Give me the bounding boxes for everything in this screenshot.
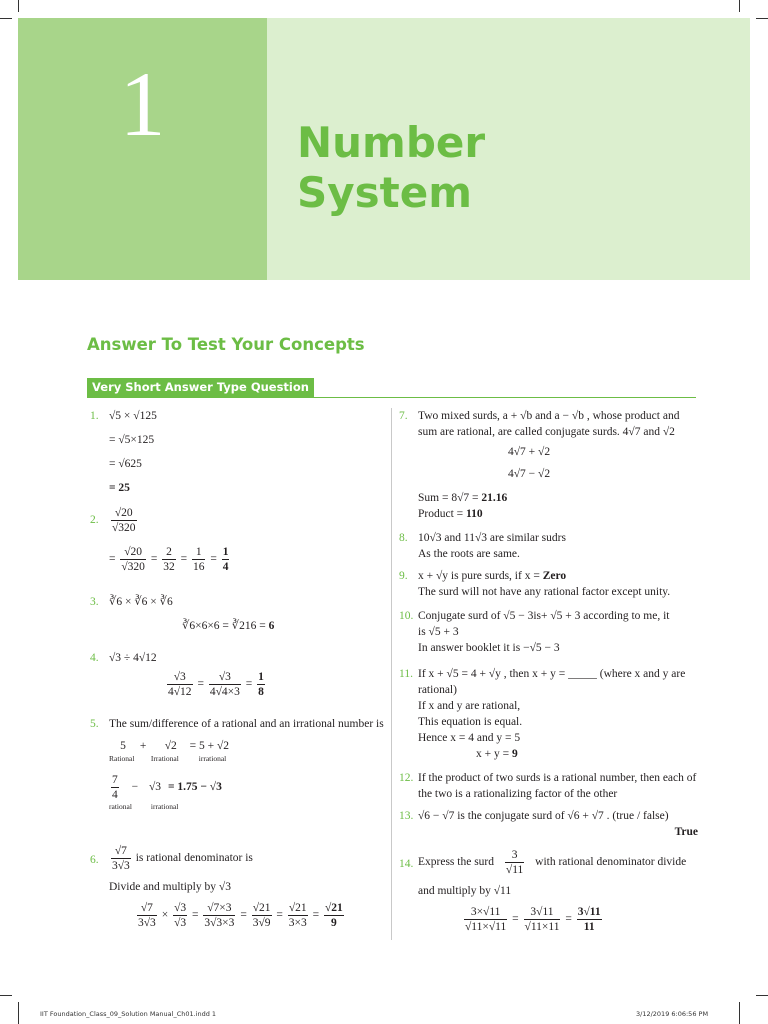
q13-text: √6 − √7 is the conjugate surd of √6 + √7 . (true / false) [418, 810, 669, 822]
fraction [252, 901, 272, 930]
footer-filename: IIT Foundation_Class_09_Solution Manual_Ch01.indd 1 [40, 1010, 217, 1018]
question-10 [399, 608, 698, 666]
question-8 [399, 530, 698, 568]
question-9 [399, 568, 698, 608]
crop-mark [756, 18, 768, 19]
denominator: 3×3 [288, 917, 307, 929]
denominator: √11×11 [524, 921, 560, 933]
denominator: 4√12 [168, 686, 192, 698]
numerator: √7 [111, 844, 131, 859]
q9-expression: x + √y is pure surds, if x = [418, 570, 543, 582]
equals: = [565, 913, 572, 926]
fraction [111, 506, 137, 535]
q13-answer: True [674, 826, 698, 838]
q14-line: and multiply by √11 [418, 885, 512, 897]
denominator: √11×√11 [465, 921, 507, 933]
right-column [399, 408, 698, 934]
operator: + [139, 740, 147, 752]
q2-line [109, 506, 386, 535]
crop-mark [0, 18, 12, 19]
q14-text: with rational denominator divide [535, 856, 687, 869]
numerator: 3 [505, 848, 524, 863]
denominator: 4 [112, 789, 118, 801]
numerator: 1 [192, 545, 206, 560]
equals: = [150, 553, 158, 566]
denominator: √320 [121, 561, 145, 573]
q7-text: Two mixed surds, a + √b and a − √b , whose product and sum are rational, are called conjugate surds. 4√7 and √2 [418, 410, 680, 438]
question-number: 7. [399, 410, 408, 422]
fraction [167, 670, 193, 699]
subheading: Very Short Answer Type Question [87, 378, 314, 397]
left-column [90, 408, 386, 930]
q1-line: √5 × √125 [109, 410, 157, 422]
question-13 [399, 808, 698, 848]
sum-value: 21.16 [481, 492, 508, 504]
numerator: √3 [167, 670, 193, 685]
question-number: 14. [399, 858, 414, 870]
q7-line: 4√7 + √2 [508, 446, 551, 458]
equals: = [512, 913, 519, 926]
chapter-title-line1: Number [297, 118, 486, 167]
q1-answer: = 25 [109, 482, 130, 494]
question-number: 11. [399, 668, 413, 680]
q10-line: is √5 + 3 [418, 626, 459, 638]
equals: = [312, 909, 320, 922]
numerator: 7 [112, 774, 118, 786]
q3-answer: 6 [268, 620, 275, 632]
numerator: 3×√11 [464, 905, 507, 920]
q8-line: 10√3 and 11√3 are similar sudrs [418, 532, 566, 544]
question-number: 13. [399, 810, 414, 822]
question-11 [399, 666, 698, 770]
q5-labels [109, 754, 386, 763]
q11-line: If x and y are rational, [418, 700, 521, 712]
q11-line: Hence x = 4 and y = 5 [418, 732, 521, 744]
question-2 [90, 506, 386, 594]
question-3 [90, 594, 386, 650]
question-number: 5. [90, 718, 99, 730]
fraction [288, 901, 308, 930]
q1-line: = √625 [109, 458, 142, 470]
equals: = [210, 553, 217, 566]
fraction [524, 905, 561, 934]
q8-line: As the roots are same. [418, 548, 520, 560]
question-number: 6. [90, 854, 99, 866]
numerator: 1 [222, 546, 229, 558]
operator: − [131, 781, 139, 794]
question-number: 1. [90, 410, 99, 422]
q1-line: = √5×125 [109, 434, 155, 446]
q7-product [418, 506, 698, 522]
numerator: √21 [288, 902, 307, 914]
q9-line: The surd will not have any rational factor except unity. [418, 586, 671, 598]
fraction [111, 773, 119, 802]
equals: = [109, 553, 116, 566]
fraction-answer [222, 545, 230, 574]
numerator: √3 [209, 670, 241, 685]
result: = 5 + √2 [189, 740, 230, 752]
q3-expression: ∛6×6×6 = ∛216 = [182, 620, 269, 632]
question-5 [90, 716, 386, 844]
footer-timestamp: 3/12/2019 6:06:56 PM [636, 1010, 709, 1018]
term: 5 [120, 740, 126, 752]
equals: = [192, 909, 199, 922]
fraction [464, 905, 507, 934]
denominator: √320 [112, 522, 136, 534]
denominator: 32 [163, 561, 175, 573]
product-label: Product = [418, 508, 467, 520]
denominator: √3 [174, 917, 187, 929]
chapter-banner-right [267, 18, 750, 280]
numerator: √7×3 [203, 901, 235, 916]
crop-mark [739, 0, 740, 12]
fraction [137, 901, 157, 930]
numerator: √21 [252, 902, 271, 914]
question-number: 3. [90, 596, 99, 608]
fraction-answer [324, 901, 344, 930]
q5-line [109, 773, 386, 802]
fraction-answer [257, 670, 265, 699]
crop-mark [739, 1002, 740, 1024]
q5-labels [109, 802, 386, 811]
q3-line: ∛6 × ∛6 × ∛6 [109, 596, 173, 608]
fraction [203, 901, 235, 930]
equals: = [276, 909, 283, 922]
q6-line: Divide and multiply by √3 [109, 881, 231, 893]
denominator: 4 [222, 561, 229, 573]
question-1 [90, 408, 386, 506]
label: irrational [150, 802, 179, 811]
q7-sum [418, 490, 698, 506]
equals: = [180, 553, 188, 566]
question-number: 8. [399, 532, 408, 544]
denominator: 3√3 [138, 917, 156, 929]
fraction [162, 545, 176, 574]
fraction [505, 848, 524, 877]
label: irrational [198, 754, 227, 763]
fraction [192, 545, 206, 574]
question-4 [90, 650, 386, 716]
q6-line [109, 844, 386, 873]
subheading-rule [87, 397, 696, 398]
denominator: 3√3×3 [204, 917, 235, 929]
denominator: 9 [331, 917, 337, 929]
denominator: 3√3 [112, 860, 130, 872]
q10-line: In answer booklet it is −√5 − 3 [418, 642, 560, 654]
q9-answer: Zero [542, 570, 567, 582]
q14-line [462, 905, 698, 934]
question-number: 10. [399, 610, 414, 622]
equals: = [240, 909, 247, 922]
denominator: 16 [192, 561, 205, 573]
fraction [209, 670, 241, 699]
fraction [111, 844, 131, 873]
q10-line: Conjugate surd of √5 − 3is+ √5 + 3 according to me, it [418, 610, 670, 622]
q14-line [418, 848, 698, 877]
label: rational [109, 802, 132, 811]
chapter-title-line2: System [297, 168, 472, 217]
section-title: Answer To Test Your Concepts [87, 335, 365, 354]
numerator: √20 [111, 506, 137, 521]
q5-answer: = 1.75 − √3 [167, 781, 222, 794]
label: Rational [109, 754, 135, 763]
numerator: √20 [120, 545, 146, 560]
crop-mark [18, 0, 19, 12]
question-number: 4. [90, 652, 99, 664]
q11-line [476, 746, 698, 762]
chapter-banner-left [18, 18, 267, 280]
q11-text: If x + √5 = 4 + √y , then x + y = _____ (where x and y are rational) [418, 668, 686, 696]
question-12 [399, 770, 698, 808]
q11-line: This equation is equal. [418, 716, 523, 728]
fraction [120, 545, 146, 574]
denominator: 8 [258, 686, 264, 698]
chapter-title [297, 118, 485, 218]
term: √2 [164, 740, 177, 752]
crop-mark [18, 1002, 19, 1024]
question-number: 9. [399, 570, 408, 582]
numerator: 3√11 [577, 906, 601, 918]
denominator: 4√4×3 [209, 686, 240, 698]
numerator: √7 [137, 901, 157, 916]
question-number: 12. [399, 772, 414, 784]
chapter-number: 1 [119, 53, 166, 155]
numerator: √3 [174, 902, 187, 914]
question-6 [90, 844, 386, 930]
numerator: 2 [162, 545, 176, 560]
denominator: √11 [505, 864, 524, 876]
numerator: 3√11 [524, 905, 561, 920]
numerator: 1 [258, 671, 264, 683]
denominator: 3√9 [252, 917, 271, 929]
q5-text: The sum/difference of a rational and an irrational number is [109, 718, 384, 730]
q11-answer: 9 [511, 748, 518, 760]
fraction-answer [577, 905, 602, 934]
term: √3 [149, 781, 162, 794]
q7-line: 4√7 − √2 [508, 468, 551, 480]
numerator: √21 [325, 902, 343, 914]
q14-text: Express the surd [418, 856, 495, 869]
q6-line [135, 901, 386, 930]
question-number: 2. [90, 514, 99, 526]
fraction [173, 901, 187, 930]
denominator: 11 [583, 921, 595, 933]
q12-text: If the product of two surds is a rational number, then each of the two is a rationalizing factor of the other [418, 772, 697, 800]
column-divider [391, 408, 392, 940]
crop-mark [0, 995, 12, 996]
q5-line [109, 738, 386, 754]
question-7 [399, 408, 698, 530]
operator: × [161, 909, 169, 922]
q3-line [182, 618, 386, 634]
label: Irrational [150, 754, 179, 763]
q4-line: √3 ÷ 4√12 [109, 652, 157, 664]
crop-mark [756, 995, 768, 996]
q4-line: $\frac{√3}{4√12}$ = $\frac{√3}{4√4\times 3}$ = $\frac{1}{8}$ [168, 671, 264, 698]
q6-text: is rational denominator is [135, 852, 253, 865]
product-value: 110 [466, 508, 483, 520]
q9-line [418, 568, 698, 584]
sum-label: Sum = 8√7 = [418, 492, 482, 504]
q2-line [109, 545, 386, 574]
q11-expression: x + y = [476, 748, 512, 760]
question-14 [399, 848, 698, 934]
